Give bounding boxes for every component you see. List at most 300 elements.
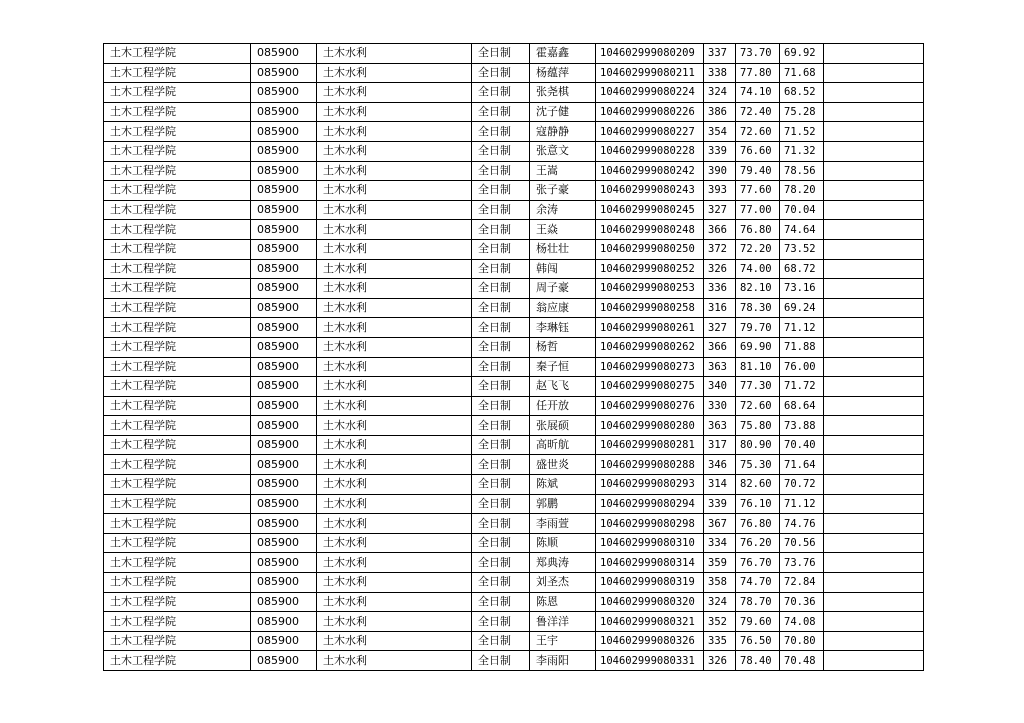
interview-score-cell: 69.90 <box>736 337 780 357</box>
total-score-cell: 68.64 <box>780 396 824 416</box>
major-code-cell: 085900 <box>251 44 317 64</box>
initial-score-cell: 338 <box>704 63 736 83</box>
total-score-cell: 70.04 <box>780 200 824 220</box>
study-mode-cell: 全日制 <box>472 141 530 161</box>
major-name-cell: 土木水利 <box>317 416 472 436</box>
initial-score-cell: 317 <box>704 435 736 455</box>
interview-score-cell: 80.90 <box>736 435 780 455</box>
study-mode-cell: 全日制 <box>472 220 530 240</box>
major-code-cell: 085900 <box>251 416 317 436</box>
initial-score-cell: 340 <box>704 377 736 397</box>
study-mode-cell: 全日制 <box>472 337 530 357</box>
study-mode-cell: 全日制 <box>472 259 530 279</box>
college-cell: 土木工程学院 <box>104 63 251 83</box>
total-score-cell: 75.28 <box>780 102 824 122</box>
study-mode-cell: 全日制 <box>472 612 530 632</box>
interview-score-cell: 76.80 <box>736 514 780 534</box>
initial-score-cell: 339 <box>704 494 736 514</box>
study-mode-cell: 全日制 <box>472 318 530 338</box>
major-code-cell: 085900 <box>251 651 317 671</box>
study-mode-cell: 全日制 <box>472 239 530 259</box>
table-body <box>104 44 924 671</box>
note-cell <box>824 63 924 83</box>
interview-score-cell: 79.60 <box>736 612 780 632</box>
exam-id-cell: 104602999080319 <box>596 573 704 593</box>
college-cell: 土木工程学院 <box>104 455 251 475</box>
note-cell <box>824 553 924 573</box>
major-code-cell: 085900 <box>251 259 317 279</box>
student-name-cell: 郑典涛 <box>530 553 596 573</box>
exam-id-cell: 104602999080326 <box>596 631 704 651</box>
student-name-cell: 张意文 <box>530 141 596 161</box>
major-name-cell: 土木水利 <box>317 239 472 259</box>
table-row <box>104 44 924 64</box>
table-row <box>104 592 924 612</box>
total-score-cell: 71.52 <box>780 122 824 142</box>
exam-id-cell: 104602999080245 <box>596 200 704 220</box>
note-cell <box>824 396 924 416</box>
note-cell <box>824 533 924 553</box>
major-name-cell: 土木水利 <box>317 455 472 475</box>
initial-score-cell: 390 <box>704 161 736 181</box>
exam-id-cell: 104602999080331 <box>596 651 704 671</box>
major-name-cell: 土木水利 <box>317 83 472 103</box>
student-name-cell: 李琳钰 <box>530 318 596 338</box>
college-cell: 土木工程学院 <box>104 279 251 299</box>
major-code-cell: 085900 <box>251 141 317 161</box>
interview-score-cell: 72.20 <box>736 239 780 259</box>
exam-id-cell: 104602999080227 <box>596 122 704 142</box>
major-name-cell: 土木水利 <box>317 318 472 338</box>
table-row <box>104 239 924 259</box>
exam-id-cell: 104602999080288 <box>596 455 704 475</box>
student-name-cell: 刘圣杰 <box>530 573 596 593</box>
initial-score-cell: 386 <box>704 102 736 122</box>
student-name-cell: 王焱 <box>530 220 596 240</box>
college-cell: 土木工程学院 <box>104 396 251 416</box>
college-cell: 土木工程学院 <box>104 573 251 593</box>
exam-id-cell: 104602999080252 <box>596 259 704 279</box>
college-cell: 土木工程学院 <box>104 220 251 240</box>
exam-id-cell: 104602999080242 <box>596 161 704 181</box>
note-cell <box>824 279 924 299</box>
study-mode-cell: 全日制 <box>472 416 530 436</box>
initial-score-cell: 316 <box>704 298 736 318</box>
note-cell <box>824 455 924 475</box>
college-cell: 土木工程学院 <box>104 514 251 534</box>
note-cell <box>824 475 924 495</box>
total-score-cell: 73.16 <box>780 279 824 299</box>
note-cell <box>824 494 924 514</box>
interview-score-cell: 74.00 <box>736 259 780 279</box>
study-mode-cell: 全日制 <box>472 63 530 83</box>
interview-score-cell: 76.10 <box>736 494 780 514</box>
table-row <box>104 337 924 357</box>
table-row <box>104 318 924 338</box>
student-name-cell: 韩闯 <box>530 259 596 279</box>
exam-id-cell: 104602999080211 <box>596 63 704 83</box>
major-name-cell: 土木水利 <box>317 63 472 83</box>
major-code-cell: 085900 <box>251 298 317 318</box>
table-row <box>104 377 924 397</box>
note-cell <box>824 200 924 220</box>
note-cell <box>824 161 924 181</box>
exam-id-cell: 104602999080294 <box>596 494 704 514</box>
major-name-cell: 土木水利 <box>317 44 472 64</box>
major-code-cell: 085900 <box>251 494 317 514</box>
table-row <box>104 435 924 455</box>
exam-id-cell: 104602999080224 <box>596 83 704 103</box>
student-name-cell: 陈恩 <box>530 592 596 612</box>
college-cell: 土木工程学院 <box>104 592 251 612</box>
college-cell: 土木工程学院 <box>104 141 251 161</box>
major-name-cell: 土木水利 <box>317 631 472 651</box>
interview-score-cell: 82.60 <box>736 475 780 495</box>
study-mode-cell: 全日制 <box>472 396 530 416</box>
interview-score-cell: 79.40 <box>736 161 780 181</box>
initial-score-cell: 358 <box>704 573 736 593</box>
major-name-cell: 土木水利 <box>317 122 472 142</box>
major-code-cell: 085900 <box>251 377 317 397</box>
major-code-cell: 085900 <box>251 553 317 573</box>
major-code-cell: 085900 <box>251 455 317 475</box>
major-name-cell: 土木水利 <box>317 259 472 279</box>
major-name-cell: 土木水利 <box>317 435 472 455</box>
initial-score-cell: 324 <box>704 592 736 612</box>
initial-score-cell: 337 <box>704 44 736 64</box>
student-name-cell: 鲁洋洋 <box>530 612 596 632</box>
note-cell <box>824 259 924 279</box>
student-name-cell: 王嵩 <box>530 161 596 181</box>
exam-id-cell: 104602999080281 <box>596 435 704 455</box>
initial-score-cell: 393 <box>704 181 736 201</box>
note-cell <box>824 435 924 455</box>
student-name-cell: 李雨阳 <box>530 651 596 671</box>
note-cell <box>824 239 924 259</box>
major-code-cell: 085900 <box>251 533 317 553</box>
study-mode-cell: 全日制 <box>472 298 530 318</box>
major-code-cell: 085900 <box>251 475 317 495</box>
study-mode-cell: 全日制 <box>472 357 530 377</box>
exam-id-cell: 104602999080262 <box>596 337 704 357</box>
student-name-cell: 霍嘉鑫 <box>530 44 596 64</box>
initial-score-cell: 366 <box>704 220 736 240</box>
total-score-cell: 71.68 <box>780 63 824 83</box>
table-row <box>104 357 924 377</box>
note-cell <box>824 612 924 632</box>
table-row <box>104 573 924 593</box>
table-row <box>104 553 924 573</box>
note-cell <box>824 102 924 122</box>
study-mode-cell: 全日制 <box>472 553 530 573</box>
table-row <box>104 141 924 161</box>
major-code-cell: 085900 <box>251 337 317 357</box>
initial-score-cell: 327 <box>704 318 736 338</box>
exam-id-cell: 104602999080314 <box>596 553 704 573</box>
college-cell: 土木工程学院 <box>104 553 251 573</box>
major-code-cell: 085900 <box>251 435 317 455</box>
major-name-cell: 土木水利 <box>317 279 472 299</box>
table-row <box>104 122 924 142</box>
major-code-cell: 085900 <box>251 239 317 259</box>
interview-score-cell: 76.80 <box>736 220 780 240</box>
college-cell: 土木工程学院 <box>104 161 251 181</box>
student-name-cell: 余涛 <box>530 200 596 220</box>
interview-score-cell: 76.20 <box>736 533 780 553</box>
student-name-cell: 赵飞飞 <box>530 377 596 397</box>
total-score-cell: 71.12 <box>780 494 824 514</box>
major-code-cell: 085900 <box>251 396 317 416</box>
total-score-cell: 72.84 <box>780 573 824 593</box>
exam-id-cell: 104602999080226 <box>596 102 704 122</box>
student-name-cell: 翁应康 <box>530 298 596 318</box>
initial-score-cell: 327 <box>704 200 736 220</box>
exam-id-cell: 104602999080310 <box>596 533 704 553</box>
note-cell <box>824 318 924 338</box>
college-cell: 土木工程学院 <box>104 122 251 142</box>
table-row <box>104 612 924 632</box>
study-mode-cell: 全日制 <box>472 573 530 593</box>
total-score-cell: 73.52 <box>780 239 824 259</box>
total-score-cell: 70.72 <box>780 475 824 495</box>
table-row <box>104 63 924 83</box>
major-name-cell: 土木水利 <box>317 141 472 161</box>
study-mode-cell: 全日制 <box>472 377 530 397</box>
exam-id-cell: 104602999080293 <box>596 475 704 495</box>
major-code-cell: 085900 <box>251 181 317 201</box>
note-cell <box>824 122 924 142</box>
note-cell <box>824 631 924 651</box>
student-name-cell: 周子豪 <box>530 279 596 299</box>
college-cell: 土木工程学院 <box>104 533 251 553</box>
total-score-cell: 73.76 <box>780 553 824 573</box>
student-name-cell: 高昕航 <box>530 435 596 455</box>
initial-score-cell: 367 <box>704 514 736 534</box>
initial-score-cell: 334 <box>704 533 736 553</box>
college-cell: 土木工程学院 <box>104 298 251 318</box>
major-code-cell: 085900 <box>251 200 317 220</box>
student-name-cell: 任开放 <box>530 396 596 416</box>
total-score-cell: 73.88 <box>780 416 824 436</box>
major-code-cell: 085900 <box>251 122 317 142</box>
interview-score-cell: 75.80 <box>736 416 780 436</box>
total-score-cell: 70.56 <box>780 533 824 553</box>
student-name-cell: 王宇 <box>530 631 596 651</box>
initial-score-cell: 366 <box>704 337 736 357</box>
college-cell: 土木工程学院 <box>104 318 251 338</box>
interview-score-cell: 75.30 <box>736 455 780 475</box>
study-mode-cell: 全日制 <box>472 200 530 220</box>
exam-id-cell: 104602999080276 <box>596 396 704 416</box>
interview-score-cell: 74.70 <box>736 573 780 593</box>
table-row <box>104 102 924 122</box>
interview-score-cell: 77.80 <box>736 63 780 83</box>
interview-score-cell: 78.40 <box>736 651 780 671</box>
interview-score-cell: 72.60 <box>736 122 780 142</box>
interview-score-cell: 72.60 <box>736 396 780 416</box>
student-name-cell: 杨哲 <box>530 337 596 357</box>
college-cell: 土木工程学院 <box>104 337 251 357</box>
total-score-cell: 78.20 <box>780 181 824 201</box>
total-score-cell: 69.92 <box>780 44 824 64</box>
major-code-cell: 085900 <box>251 63 317 83</box>
student-name-cell: 张尧棋 <box>530 83 596 103</box>
college-cell: 土木工程学院 <box>104 631 251 651</box>
note-cell <box>824 298 924 318</box>
study-mode-cell: 全日制 <box>472 494 530 514</box>
interview-score-cell: 79.70 <box>736 318 780 338</box>
note-cell <box>824 44 924 64</box>
exam-id-cell: 104602999080320 <box>596 592 704 612</box>
student-name-cell: 杨壮壮 <box>530 239 596 259</box>
initial-score-cell: 363 <box>704 416 736 436</box>
college-cell: 土木工程学院 <box>104 475 251 495</box>
study-mode-cell: 全日制 <box>472 161 530 181</box>
total-score-cell: 69.24 <box>780 298 824 318</box>
table-row <box>104 181 924 201</box>
study-mode-cell: 全日制 <box>472 533 530 553</box>
major-name-cell: 土木水利 <box>317 161 472 181</box>
note-cell <box>824 337 924 357</box>
interview-score-cell: 77.00 <box>736 200 780 220</box>
student-name-cell: 郭鹏 <box>530 494 596 514</box>
college-cell: 土木工程学院 <box>104 651 251 671</box>
note-cell <box>824 357 924 377</box>
exam-id-cell: 104602999080258 <box>596 298 704 318</box>
major-code-cell: 085900 <box>251 220 317 240</box>
interview-score-cell: 78.70 <box>736 592 780 612</box>
initial-score-cell: 352 <box>704 612 736 632</box>
college-cell: 土木工程学院 <box>104 181 251 201</box>
table-row <box>104 416 924 436</box>
study-mode-cell: 全日制 <box>472 455 530 475</box>
total-score-cell: 68.52 <box>780 83 824 103</box>
major-code-cell: 085900 <box>251 161 317 181</box>
major-code-cell: 085900 <box>251 514 317 534</box>
study-mode-cell: 全日制 <box>472 181 530 201</box>
note-cell <box>824 651 924 671</box>
major-code-cell: 085900 <box>251 279 317 299</box>
total-score-cell: 74.08 <box>780 612 824 632</box>
interview-score-cell: 82.10 <box>736 279 780 299</box>
student-name-cell: 盛世炎 <box>530 455 596 475</box>
major-name-cell: 土木水利 <box>317 494 472 514</box>
major-name-cell: 土木水利 <box>317 475 472 495</box>
total-score-cell: 71.64 <box>780 455 824 475</box>
table-row <box>104 514 924 534</box>
initial-score-cell: 335 <box>704 631 736 651</box>
college-cell: 土木工程学院 <box>104 102 251 122</box>
student-name-cell: 寇静静 <box>530 122 596 142</box>
table-row <box>104 220 924 240</box>
exam-id-cell: 104602999080275 <box>596 377 704 397</box>
table-row <box>104 200 924 220</box>
study-mode-cell: 全日制 <box>472 435 530 455</box>
interview-score-cell: 77.60 <box>736 181 780 201</box>
table-row <box>104 475 924 495</box>
major-name-cell: 土木水利 <box>317 220 472 240</box>
interview-score-cell: 76.70 <box>736 553 780 573</box>
note-cell <box>824 514 924 534</box>
major-name-cell: 土木水利 <box>317 396 472 416</box>
table-row <box>104 533 924 553</box>
student-name-cell: 张子豪 <box>530 181 596 201</box>
exam-id-cell: 104602999080273 <box>596 357 704 377</box>
admission-score-table <box>103 43 924 671</box>
major-code-cell: 085900 <box>251 83 317 103</box>
initial-score-cell: 330 <box>704 396 736 416</box>
initial-score-cell: 372 <box>704 239 736 259</box>
major-name-cell: 土木水利 <box>317 592 472 612</box>
student-name-cell: 陈顺 <box>530 533 596 553</box>
note-cell <box>824 83 924 103</box>
note-cell <box>824 592 924 612</box>
student-name-cell: 李雨萱 <box>530 514 596 534</box>
student-name-cell: 秦子恒 <box>530 357 596 377</box>
student-name-cell: 张展硕 <box>530 416 596 436</box>
major-name-cell: 土木水利 <box>317 357 472 377</box>
table-row <box>104 494 924 514</box>
exam-id-cell: 104602999080209 <box>596 44 704 64</box>
major-name-cell: 土木水利 <box>317 181 472 201</box>
college-cell: 土木工程学院 <box>104 612 251 632</box>
total-score-cell: 76.00 <box>780 357 824 377</box>
interview-score-cell: 76.50 <box>736 631 780 651</box>
exam-id-cell: 104602999080321 <box>596 612 704 632</box>
study-mode-cell: 全日制 <box>472 651 530 671</box>
major-name-cell: 土木水利 <box>317 337 472 357</box>
major-code-cell: 085900 <box>251 357 317 377</box>
college-cell: 土木工程学院 <box>104 200 251 220</box>
major-name-cell: 土木水利 <box>317 377 472 397</box>
interview-score-cell: 74.10 <box>736 83 780 103</box>
note-cell <box>824 377 924 397</box>
exam-id-cell: 104602999080253 <box>596 279 704 299</box>
table-row <box>104 651 924 671</box>
total-score-cell: 71.88 <box>780 337 824 357</box>
total-score-cell: 71.12 <box>780 318 824 338</box>
major-name-cell: 土木水利 <box>317 533 472 553</box>
total-score-cell: 71.72 <box>780 377 824 397</box>
interview-score-cell: 77.30 <box>736 377 780 397</box>
major-code-cell: 085900 <box>251 573 317 593</box>
student-name-cell: 沈子健 <box>530 102 596 122</box>
initial-score-cell: 326 <box>704 651 736 671</box>
table-row <box>104 83 924 103</box>
total-score-cell: 70.36 <box>780 592 824 612</box>
exam-id-cell: 104602999080228 <box>596 141 704 161</box>
total-score-cell: 70.80 <box>780 631 824 651</box>
note-cell <box>824 141 924 161</box>
note-cell <box>824 181 924 201</box>
total-score-cell: 78.56 <box>780 161 824 181</box>
major-name-cell: 土木水利 <box>317 102 472 122</box>
major-code-cell: 085900 <box>251 631 317 651</box>
study-mode-cell: 全日制 <box>472 475 530 495</box>
interview-score-cell: 76.60 <box>736 141 780 161</box>
initial-score-cell: 339 <box>704 141 736 161</box>
initial-score-cell: 346 <box>704 455 736 475</box>
initial-score-cell: 354 <box>704 122 736 142</box>
exam-id-cell: 104602999080298 <box>596 514 704 534</box>
total-score-cell: 70.48 <box>780 651 824 671</box>
college-cell: 土木工程学院 <box>104 239 251 259</box>
study-mode-cell: 全日制 <box>472 83 530 103</box>
exam-id-cell: 104602999080280 <box>596 416 704 436</box>
table-row <box>104 396 924 416</box>
major-name-cell: 土木水利 <box>317 514 472 534</box>
note-cell <box>824 573 924 593</box>
